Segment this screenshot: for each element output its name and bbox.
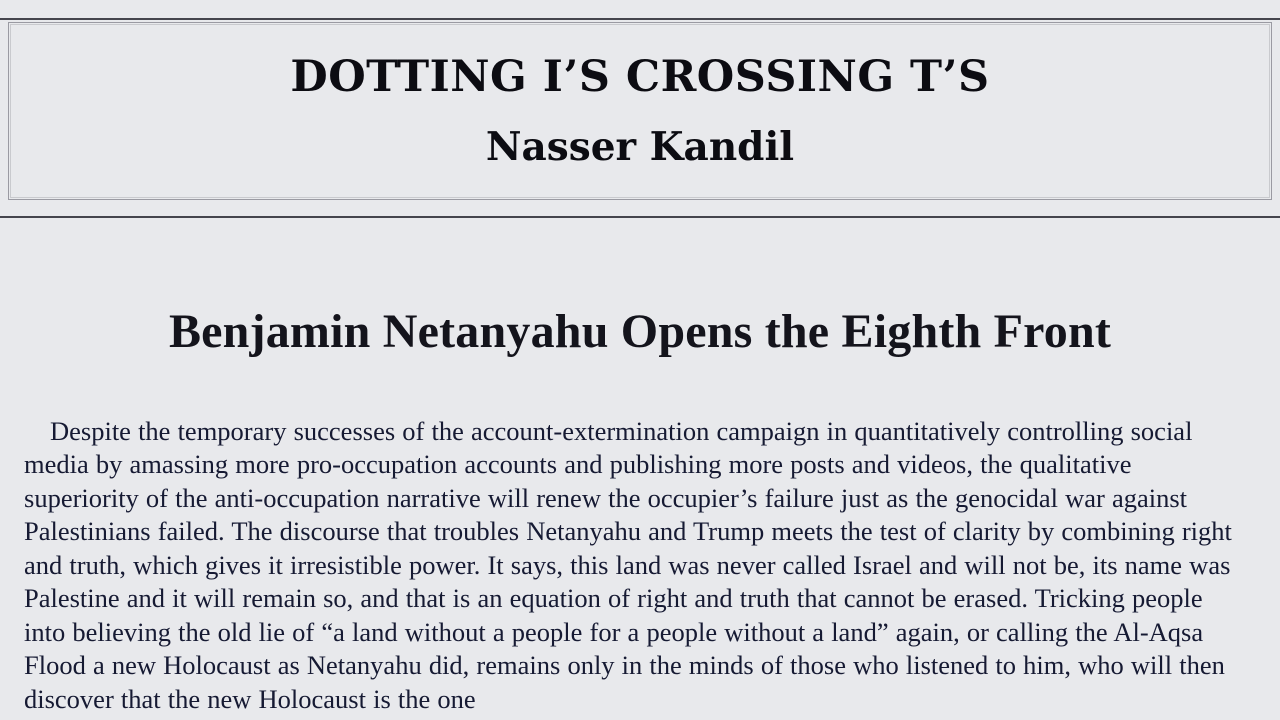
article-body-paragraph: Despite the temporary successes of the account-extermination campaign in quantitatively controlling social media by amassing more pro-occupation accounts and publishing more posts and videos, the qualitative superiority of the anti-occupation narrative will renew the occupier’s failure just as the genocidal war against Palestinians failed. The discourse that troubles Netanyahu and Trump meets the test of clarity by combining right and truth, which gives it irresistible power. It says, this land was never called Israel and will not be, its name was Palestine and it will remain so, and that is an equation of right and truth that cannot be erased. Tricking people into believing the old lie of “a land without a people for a people without a land” again, or calling the Al-Aqsa Flood a new Holocaust as Netanyahu did, remains only in the minds of those who listened to him, who will then discover that the new Holocaust is the one (24, 415, 1232, 714)
masthead-divider-rule (0, 216, 1280, 218)
masthead-inner-border (10, 24, 1270, 198)
top-divider-rule (0, 18, 1280, 20)
publication-author: Nasser Kandil (485, 124, 795, 170)
publication-title: DOTTING I’S CROSSING T’S (290, 52, 990, 102)
article-title: Benjamin Netanyahu Opens the Eighth Front (168, 305, 1112, 359)
masthead-frame (8, 22, 1272, 200)
